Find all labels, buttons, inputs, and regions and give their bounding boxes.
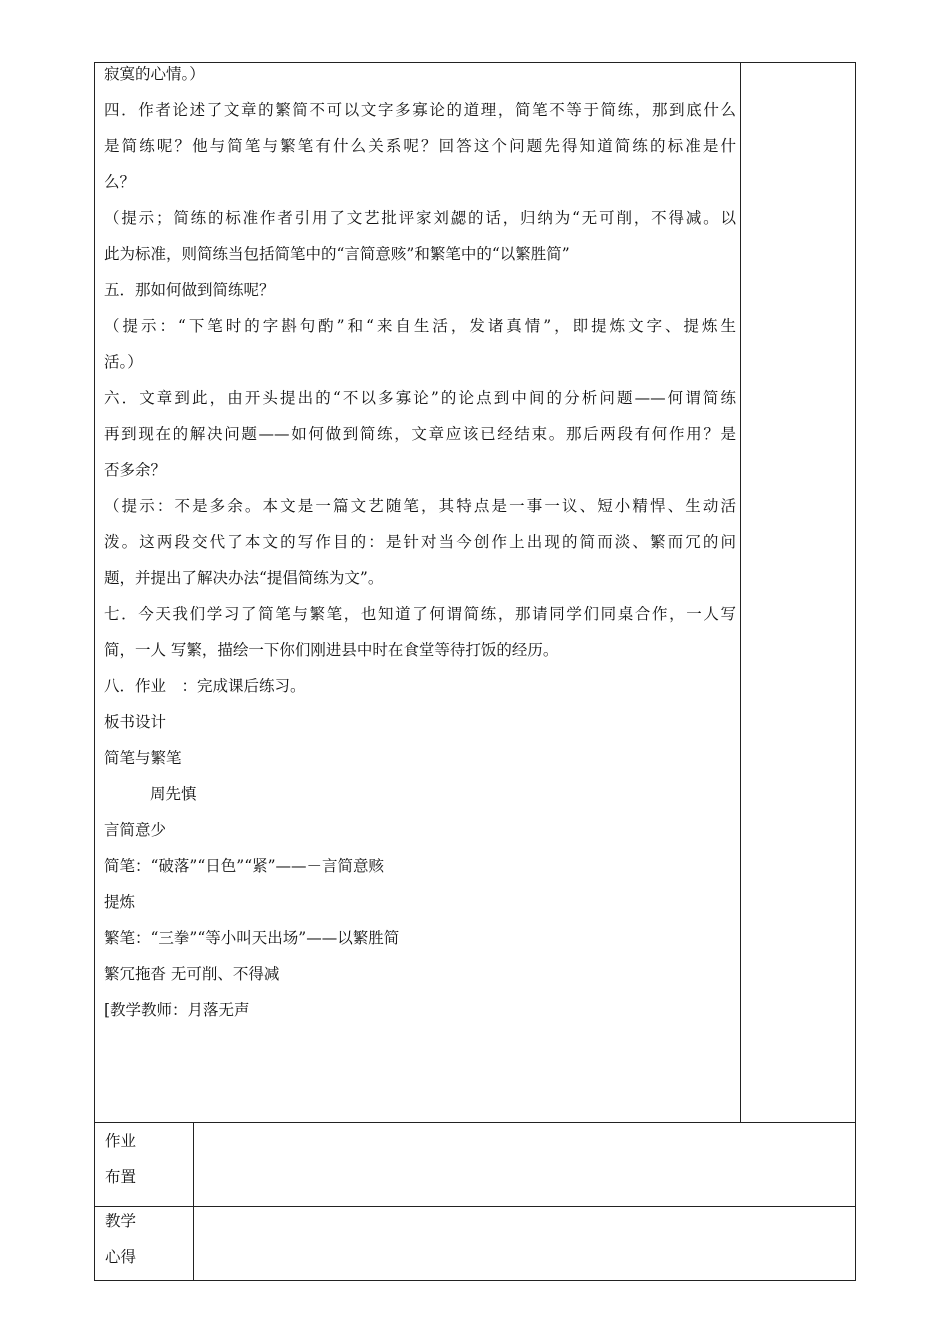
table-divider-reflection <box>94 1206 856 1207</box>
board-design <box>104 812 736 1028</box>
homework-label-line2: 布置 <box>105 1168 137 1186</box>
lesson-line: （提示；简练的标准作者引用了文艺批评家刘勰的话，归纳为“无可削，不得减。以 <box>104 209 736 227</box>
lesson-line: （提示：“下笔时的字斟句酌”和“来自生活，发诸真情”，即提炼文字、提炼生 <box>104 317 736 335</box>
table-divider-homework <box>94 1122 856 1123</box>
lesson-line: 六．文章到此，由开头提出的“不以多寡论”的论点到中间的分析问题——何谓简练 <box>104 389 736 407</box>
board-heading: 板书设计 <box>104 713 167 731</box>
lesson-line: 题，并提出了解决办法“提倡简练为文”。 <box>104 569 384 587</box>
board-line: 言简意少 <box>104 821 167 839</box>
lesson-text <box>104 56 736 704</box>
board-line: 繁笔：“三拳”“等小叫天出场”——以繁胜简 <box>104 929 400 947</box>
lesson-line: 八．作业 ：完成课后练习。 <box>104 677 306 695</box>
lesson-line: 否多余？ <box>104 461 167 479</box>
lesson-content <box>104 56 736 1028</box>
lesson-line: 四．作者论述了文章的繁简不可以文字多寡论的道理，简笔不等于简练，那到底什么 <box>104 101 736 119</box>
lesson-line: 么？ <box>104 173 136 191</box>
lesson-line: 活。） <box>104 353 143 371</box>
lesson-line: 再到现在的解决问题——如何做到简练，文章应该已经结束。那后两段有何作用？是 <box>104 425 736 443</box>
lesson-line: 是简练呢？他与简笔与繁笔有什么关系呢？回答这个问题先得知道简练的标准是什 <box>104 137 736 155</box>
lesson-line: 此为标准，则简练当包括简笔中的“言简意赅”和繁笔中的“以繁胜简” <box>104 245 570 263</box>
table-divider-label-column <box>193 1122 194 1281</box>
lesson-line: 寂寞的心情。） <box>104 65 205 83</box>
reflection-label-line2: 心得 <box>105 1248 137 1266</box>
board-line: 简笔：“破落”“日色”“紧”——－言简意赅 <box>104 857 385 875</box>
lesson-line: （提示：不是多余。本文是一篇文艺随笔，其特点是一事一议、短小精悍、生动活 <box>104 497 736 515</box>
lesson-line: 五．那如何做到简练呢？ <box>104 281 275 299</box>
board-line: 繁冗拖沓 无可削、不得减 <box>104 965 280 983</box>
lesson-line: 泼。这两段交代了本文的写作目的：是针对当今创作上出现的简而淡、繁而冗的问 <box>104 533 736 551</box>
board-line: [教学教师：月落无声 <box>104 1001 250 1019</box>
lesson-line: 简，一人 写繁，描绘一下你们刚进县中时在食堂等待打饭的经历。 <box>104 641 559 659</box>
board-title: 简笔与繁笔 <box>104 749 182 767</box>
reflection-label-line1: 教学 <box>105 1212 137 1230</box>
board-line: 提炼 <box>104 893 136 911</box>
board-author: 周先慎 <box>150 785 197 803</box>
lesson-line: 七．今天我们学习了简笔与繁笔，也知道了何谓简练，那请同学们同桌合作，一人写 <box>104 605 736 623</box>
homework-label <box>105 1123 136 1195</box>
table-divider-right-column <box>740 62 741 1123</box>
homework-label-line1: 作业 <box>105 1132 137 1150</box>
reflection-label <box>105 1203 136 1275</box>
